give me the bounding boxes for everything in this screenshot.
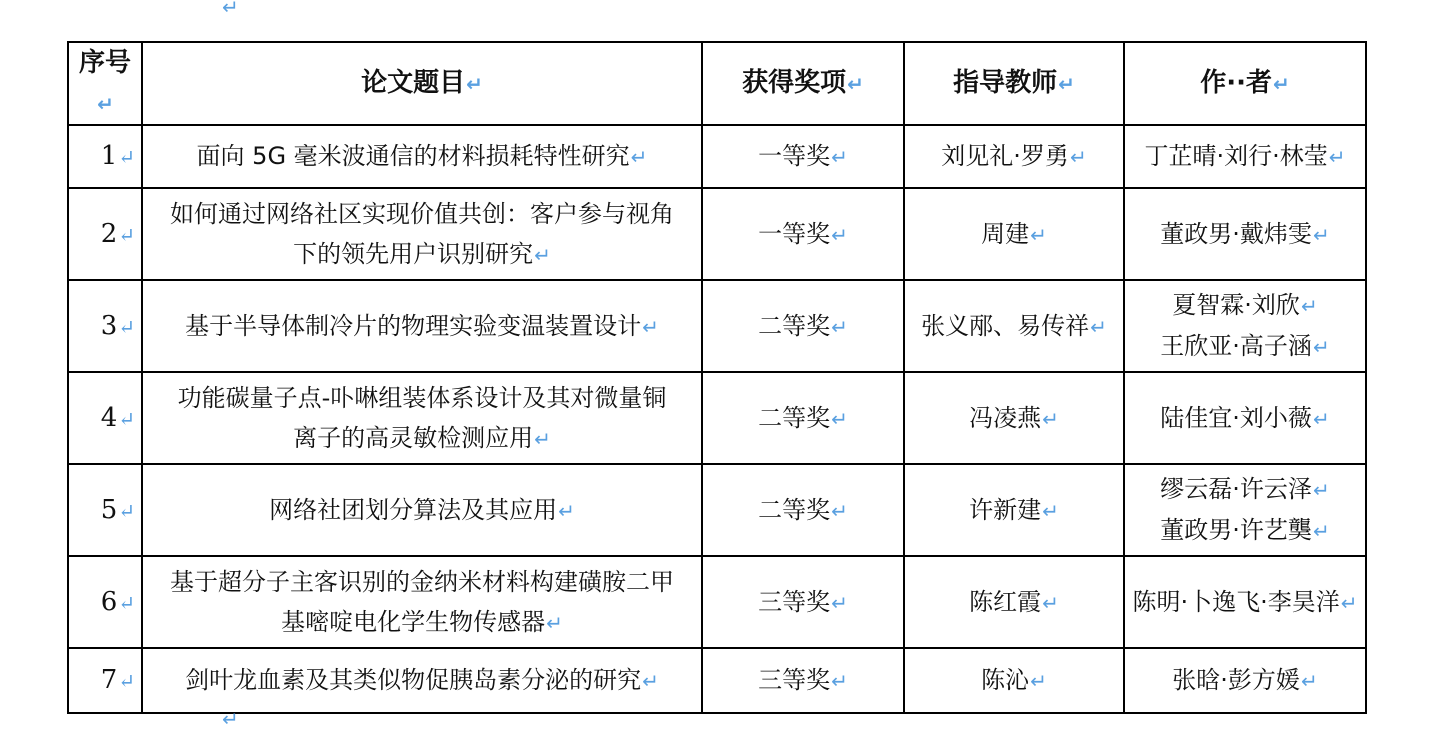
table-row — [68, 464, 1366, 556]
row-title: 面向 5G 毫米波通信的材料损耗特性研究↵ — [142, 125, 702, 188]
row-advisor: 许新建↵ — [904, 464, 1124, 556]
row-authors: 董政男·戴炜雯↵ — [1124, 188, 1366, 280]
row-seq: 5↵ — [68, 464, 142, 556]
row-seq: 4↵ — [68, 372, 142, 464]
row-title: 如何通过网络社区实现价值共创：客户参与视角 下的领先用户识别研究↵ — [142, 188, 702, 280]
row-seq: 6↵ — [68, 556, 142, 648]
row-title: 网络社团划分算法及其应用↵ — [142, 464, 702, 556]
row-authors: 缪云磊·许云泽↵ 董政男·许艺龑↵ — [1124, 464, 1366, 556]
row-seq: 2↵ — [68, 188, 142, 280]
table-row — [68, 280, 1366, 372]
row-advisor: 陈沁↵ — [904, 648, 1124, 713]
row-advisor: 周建↵ — [904, 188, 1124, 280]
paragraph-mark-top: ↵ — [222, 0, 239, 19]
header-row — [68, 42, 1366, 125]
table-row — [68, 372, 1366, 464]
row-award: 三等奖↵ — [702, 648, 904, 713]
row-seq: 7↵ — [68, 648, 142, 713]
row-authors: 夏智霖·刘欣↵ 王欣亚·高子涵↵ — [1124, 280, 1366, 372]
row-seq: 3↵ — [68, 280, 142, 372]
row-seq: 1↵ — [68, 125, 142, 188]
row-authors: 陈明·卜逸飞·李昊洋↵ — [1124, 556, 1366, 648]
award-table — [67, 41, 1367, 714]
table-row — [68, 125, 1366, 188]
header-authors: 作··者↵ — [1124, 42, 1366, 125]
header-advisor: 指导教师↵ — [904, 42, 1124, 125]
row-title: 基于半导体制冷片的物理实验变温装置设计↵ — [142, 280, 702, 372]
row-title: 基于超分子主客识别的金纳米材料构建磺胺二甲 基嘧啶电化学生物传感器↵ — [142, 556, 702, 648]
row-advisor: 刘见礼·罗勇↵ — [904, 125, 1124, 188]
row-authors: 丁芷晴·刘行·林莹↵ — [1124, 125, 1366, 188]
row-title: 功能碳量子点-卟啉组装体系设计及其对微量铜 离子的高灵敏检测应用↵ — [142, 372, 702, 464]
header-seq: 序号↵ — [68, 42, 142, 125]
row-award: 一等奖↵ — [702, 188, 904, 280]
paragraph-mark-bottom: ↵ — [222, 707, 239, 731]
table-row — [68, 648, 1366, 713]
table-row — [68, 556, 1366, 648]
header-award: 获得奖项↵ — [702, 42, 904, 125]
row-authors: 张晗·彭方媛↵ — [1124, 648, 1366, 713]
row-title: 剑叶龙血素及其类似物促胰岛素分泌的研究↵ — [142, 648, 702, 713]
row-advisor: 张义邴、易传祥↵ — [904, 280, 1124, 372]
row-award: 二等奖↵ — [702, 372, 904, 464]
row-award: 一等奖↵ — [702, 125, 904, 188]
header-title: 论文题目↵ — [142, 42, 702, 125]
row-award: 二等奖↵ — [702, 464, 904, 556]
table-row — [68, 188, 1366, 280]
row-advisor: 冯凌燕↵ — [904, 372, 1124, 464]
row-authors: 陆佳宜·刘小薇↵ — [1124, 372, 1366, 464]
row-advisor: 陈红霞↵ — [904, 556, 1124, 648]
row-award: 二等奖↵ — [702, 280, 904, 372]
row-award: 三等奖↵ — [702, 556, 904, 648]
